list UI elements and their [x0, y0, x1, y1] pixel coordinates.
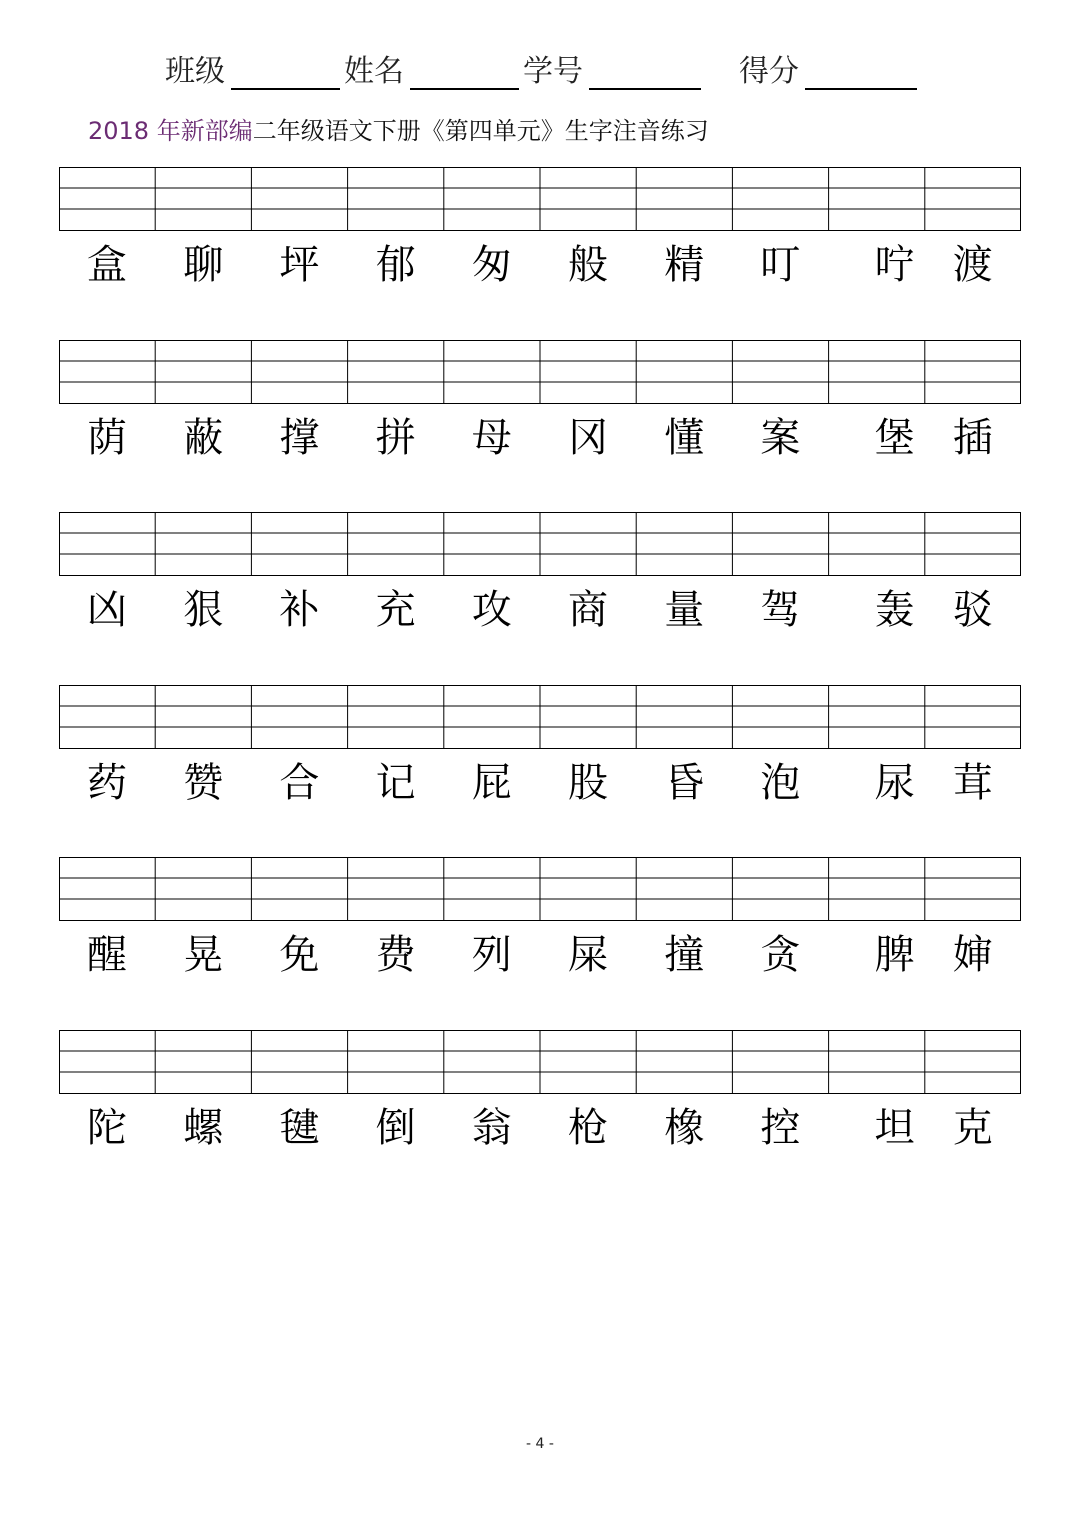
- pinyin-answer-cell[interactable]: [636, 340, 732, 404]
- practice-character: 倒: [375, 1105, 416, 1151]
- practice-character: 拼: [375, 415, 416, 461]
- practice-character: 量: [664, 587, 705, 633]
- practice-character: 昏: [664, 760, 705, 806]
- pinyin-answer-cell[interactable]: [540, 1030, 636, 1094]
- pinyin-answer-cell[interactable]: [636, 512, 732, 576]
- pinyin-answer-cell[interactable]: [251, 512, 347, 576]
- practice-character: 茸: [952, 760, 993, 806]
- pinyin-answer-cell[interactable]: [348, 167, 444, 231]
- character-row: [59, 235, 1021, 295]
- character-row: [59, 753, 1021, 813]
- practice-character: 列: [471, 932, 512, 978]
- practice-character: 般: [568, 242, 608, 288]
- practice-character: 郁: [375, 242, 416, 288]
- worksheet-title: [88, 114, 709, 148]
- practice-character: 蔽: [183, 415, 224, 461]
- pinyin-answer-cell[interactable]: [636, 685, 732, 749]
- practice-character: 精: [664, 242, 705, 288]
- practice-character: 枪: [568, 1105, 608, 1151]
- pinyin-answer-cell[interactable]: [829, 340, 925, 404]
- practice-character: 克: [952, 1105, 993, 1151]
- practice-character: 撞: [664, 932, 705, 978]
- practice-character: 撑: [279, 415, 320, 461]
- pinyin-answer-cell[interactable]: [732, 685, 828, 749]
- practice-character: 攻: [471, 587, 512, 633]
- practice-character: 记: [375, 760, 416, 806]
- pinyin-answer-cell[interactable]: [925, 1030, 1021, 1094]
- pinyin-answer-cell[interactable]: [59, 512, 155, 576]
- pinyin-writing-grid: [59, 857, 1021, 921]
- practice-character: 匆: [471, 242, 512, 288]
- practice-character: 坪: [279, 242, 320, 288]
- practice-character: 陀: [87, 1105, 127, 1151]
- practice-character: 屁: [471, 760, 512, 806]
- pinyin-answer-cell[interactable]: [348, 685, 444, 749]
- pinyin-answer-cell[interactable]: [732, 1030, 828, 1094]
- pinyin-answer-cell[interactable]: [540, 340, 636, 404]
- pinyin-writing-grid: [59, 1030, 1021, 1094]
- practice-character: 晃: [183, 932, 224, 978]
- pinyin-answer-cell[interactable]: [540, 857, 636, 921]
- title-edition: 2018 年新部编: [88, 117, 253, 145]
- pinyin-answer-cell[interactable]: [829, 167, 925, 231]
- character-row: [59, 580, 1021, 640]
- practice-character: 尿: [874, 760, 915, 806]
- practice-character: 驳: [952, 587, 993, 633]
- practice-character: 合: [279, 760, 320, 806]
- title-subject: 二年级语文下册《第四单元》生字注音练习: [252, 117, 709, 145]
- pinyin-answer-cell[interactable]: [732, 167, 828, 231]
- student-number-label: 学号: [523, 54, 583, 89]
- practice-character: 坦: [874, 1105, 915, 1151]
- practice-character: 翁: [471, 1105, 512, 1151]
- pinyin-answer-cell[interactable]: [155, 685, 251, 749]
- pinyin-writing-grid: [59, 167, 1021, 231]
- character-row: [59, 408, 1021, 468]
- pinyin-answer-cell[interactable]: [251, 857, 347, 921]
- practice-character: 充: [375, 587, 416, 633]
- practice-character: 堡: [874, 415, 915, 461]
- pinyin-answer-cell[interactable]: [732, 857, 828, 921]
- character-row: [59, 925, 1021, 985]
- practice-character: 婶: [952, 932, 993, 978]
- pinyin-answer-cell[interactable]: [925, 167, 1021, 231]
- pinyin-answer-cell[interactable]: [444, 1030, 540, 1094]
- pinyin-answer-cell[interactable]: [925, 685, 1021, 749]
- pinyin-answer-cell[interactable]: [829, 1030, 925, 1094]
- pinyin-answer-cell[interactable]: [636, 167, 732, 231]
- pinyin-answer-cell[interactable]: [444, 857, 540, 921]
- pinyin-answer-cell[interactable]: [444, 167, 540, 231]
- pinyin-answer-cell[interactable]: [59, 685, 155, 749]
- pinyin-answer-cell[interactable]: [444, 512, 540, 576]
- pinyin-answer-cell[interactable]: [348, 1030, 444, 1094]
- practice-character: 凶: [87, 587, 127, 633]
- class-input-line[interactable]: [231, 88, 340, 90]
- practice-character: 泡: [760, 760, 801, 806]
- character-row: [59, 1098, 1021, 1158]
- pinyin-answer-cell[interactable]: [829, 512, 925, 576]
- pinyin-answer-cell[interactable]: [59, 167, 155, 231]
- pinyin-answer-cell[interactable]: [732, 340, 828, 404]
- practice-character: 醒: [87, 932, 127, 978]
- pinyin-answer-cell[interactable]: [251, 167, 347, 231]
- practice-character: 贪: [760, 932, 801, 978]
- practice-character: 毽: [279, 1105, 320, 1151]
- pinyin-answer-cell[interactable]: [925, 512, 1021, 576]
- practice-character: 咛: [874, 242, 915, 288]
- name-label: 姓名: [344, 54, 404, 89]
- practice-character: 冈: [568, 415, 608, 461]
- pinyin-answer-cell[interactable]: [540, 685, 636, 749]
- pinyin-answer-cell[interactable]: [155, 167, 251, 231]
- practice-character: 聊: [183, 242, 224, 288]
- pinyin-answer-cell[interactable]: [348, 857, 444, 921]
- pinyin-answer-cell[interactable]: [155, 1030, 251, 1094]
- pinyin-answer-cell[interactable]: [155, 857, 251, 921]
- practice-character: 插: [952, 415, 993, 461]
- class-label: 班级: [165, 54, 225, 89]
- practice-character: 懂: [664, 415, 705, 461]
- pinyin-answer-cell[interactable]: [59, 1030, 155, 1094]
- practice-character: 螺: [183, 1105, 224, 1151]
- pinyin-answer-cell[interactable]: [636, 857, 732, 921]
- practice-character: 母: [471, 415, 512, 461]
- practice-character: 股: [568, 760, 608, 806]
- pinyin-answer-cell[interactable]: [732, 512, 828, 576]
- pinyin-writing-grid: [59, 685, 1021, 749]
- practice-character: 狠: [183, 587, 224, 633]
- pinyin-writing-grid: [59, 512, 1021, 576]
- practice-character: 轰: [874, 587, 915, 633]
- practice-character: 脾: [874, 932, 915, 978]
- pinyin-answer-cell[interactable]: [925, 857, 1021, 921]
- practice-character: 驾: [760, 587, 801, 633]
- practice-character: 橡: [664, 1105, 705, 1151]
- pinyin-answer-cell[interactable]: [444, 685, 540, 749]
- pinyin-answer-cell[interactable]: [251, 340, 347, 404]
- student-number-input-line[interactable]: [589, 88, 701, 90]
- student-info-header: [0, 50, 1080, 100]
- pinyin-answer-cell[interactable]: [829, 685, 925, 749]
- pinyin-answer-cell[interactable]: [829, 857, 925, 921]
- pinyin-answer-cell[interactable]: [251, 685, 347, 749]
- pinyin-answer-cell[interactable]: [155, 340, 251, 404]
- pinyin-answer-cell[interactable]: [540, 167, 636, 231]
- practice-character: 盒: [87, 242, 127, 288]
- pinyin-answer-cell[interactable]: [636, 1030, 732, 1094]
- practice-character: 案: [760, 415, 801, 461]
- pinyin-answer-cell[interactable]: [348, 340, 444, 404]
- pinyin-answer-cell[interactable]: [540, 512, 636, 576]
- name-input-line[interactable]: [410, 88, 519, 90]
- practice-character: 屎: [568, 932, 608, 978]
- practice-character: 赞: [183, 760, 224, 806]
- pinyin-answer-cell[interactable]: [444, 340, 540, 404]
- practice-character: 补: [279, 587, 320, 633]
- practice-character: 渡: [952, 242, 993, 288]
- pinyin-answer-cell[interactable]: [155, 512, 251, 576]
- score-label: 得分: [739, 54, 799, 89]
- practice-character: 药: [87, 760, 127, 806]
- page-number: - 4 -: [526, 1436, 554, 1452]
- pinyin-writing-grid: [59, 340, 1021, 404]
- practice-character: 叮: [760, 242, 801, 288]
- practice-character: 荫: [87, 415, 127, 461]
- pinyin-answer-cell[interactable]: [59, 340, 155, 404]
- practice-character: 免: [279, 932, 320, 978]
- practice-character: 商: [568, 587, 608, 633]
- score-input-line[interactable]: [805, 88, 917, 90]
- pinyin-answer-cell[interactable]: [59, 857, 155, 921]
- pinyin-answer-cell[interactable]: [925, 340, 1021, 404]
- practice-character: 费: [375, 932, 416, 978]
- pinyin-answer-cell[interactable]: [251, 1030, 347, 1094]
- pinyin-answer-cell[interactable]: [348, 512, 444, 576]
- practice-character: 控: [760, 1105, 801, 1151]
